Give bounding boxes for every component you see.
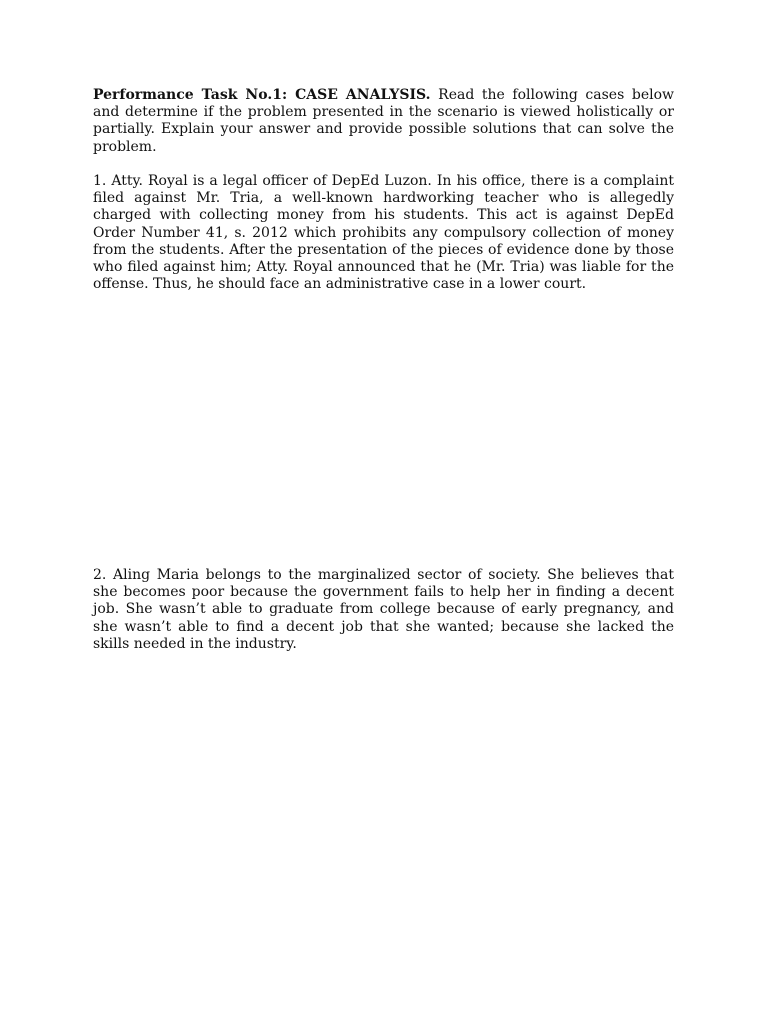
case-1 — [93, 173, 674, 293]
case-2-number: 2. — [93, 567, 107, 583]
task-title: Performance Task No.1: CASE ANALYSIS. — [93, 87, 431, 103]
case-1-number: 1. — [93, 173, 107, 189]
case-2 — [93, 567, 674, 653]
case-2-text: Aling Maria belongs to the marginalized sector of society. She believes that she becomes poor because the government fails to help her in finding a decent job. She wasn’t able to graduate from college because of early pregnancy, and she wasn’t able to find a decent job that she wanted; because she lacked the skills needed in the industry. — [93, 567, 674, 652]
task-instructions-text: Read the following cases below and determine if the problem presented in the scenario is viewed holistically or partially. Explain your answer and provide possible solutions that can solve the problem. — [93, 87, 675, 155]
case-1-text: Atty. Royal is a legal officer of DepEd Luzon. In his office, there is a complaint filed against Mr. Tria, a well-known hardworking teacher who is allegedly charged with collecting money from his students. This act is against DepEd Order Number 41, s. 2012 which prohibits any compulsory collection of money from the students. After the presentation of the pieces of evidence done by those who filed against him; Atty. Royal announced that he (Mr. Tria) was liable for the offense. Thus, he should face an administrative case in a lower court. — [93, 173, 674, 293]
task-instructions — [93, 87, 674, 156]
